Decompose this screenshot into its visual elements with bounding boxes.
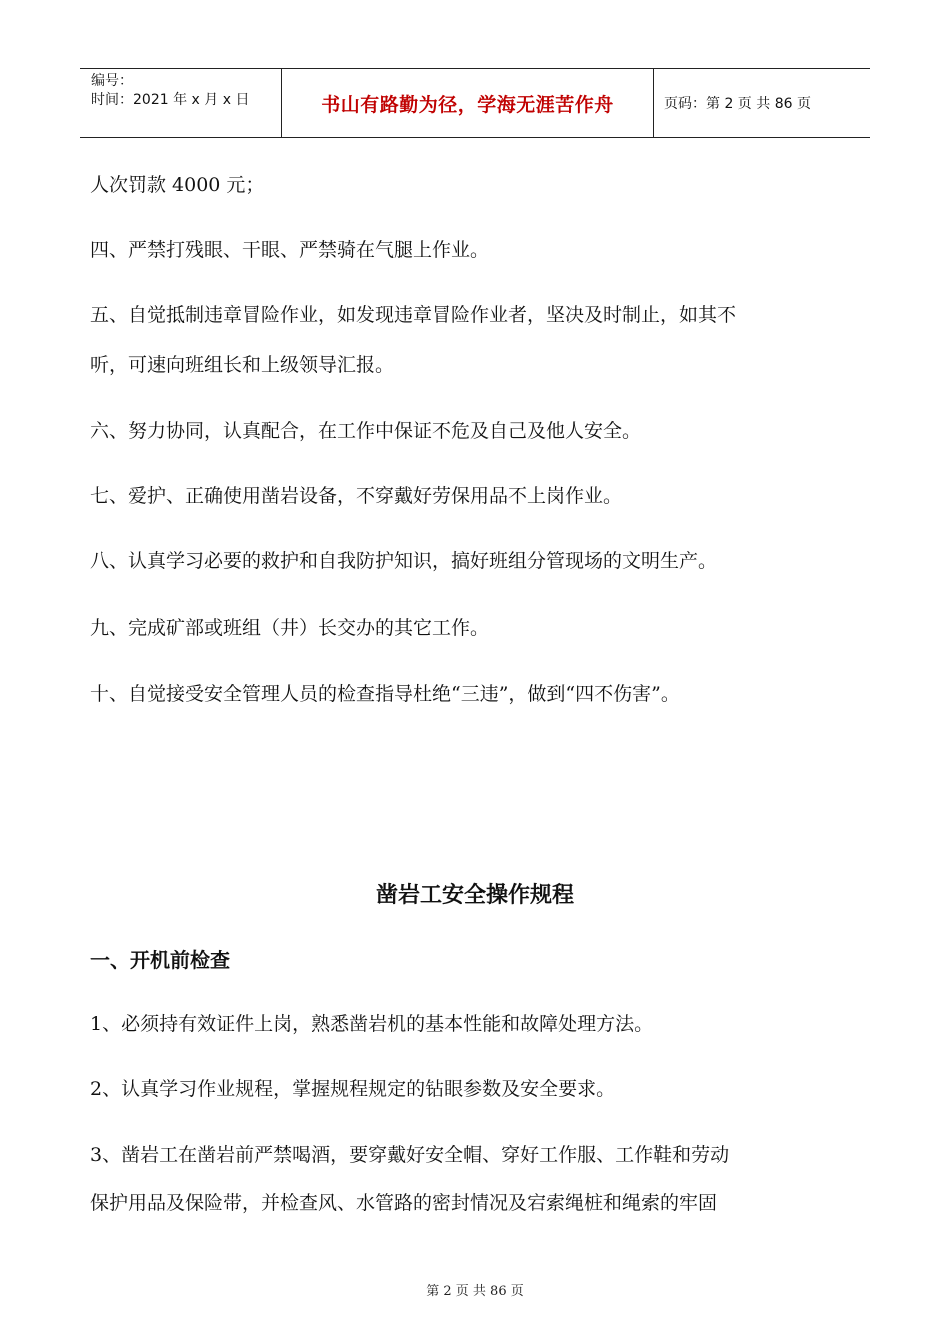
page-footer: 第 2 页 共 86 页 (426, 1284, 524, 1299)
body-line: 九、完成矿部或班组（井）长交办的其它工作。 (90, 617, 490, 639)
section-line: 保护用品及保险带，并检查风、水管路的密封情况及宕索绳桩和绳索的牢固 (90, 1192, 718, 1214)
header-page-number: 页码：第 2 页 共 86 页 (664, 96, 811, 112)
section-title: 凿岩工安全操作规程 (375, 883, 574, 908)
body-line: 八、认真学习必要的救护和自我防护知识，搞好班组分管现场的文明生产。 (90, 550, 718, 572)
section-line: 2、认真学习作业规程，掌握规程规定的钻眼参数及安全要求。 (90, 1078, 616, 1100)
subsection-title: 一、开机前检查 (90, 948, 230, 972)
body-line: 十、自觉接受安全管理人员的检查指导杜绝“三违”，做到“四不伤害”。 (90, 683, 680, 705)
body-line: 五、自觉抵制违章冒险作业，如发现违章冒险作业者，坚决及时制止，如其不 (90, 304, 737, 326)
body-line: 听，可速向班组长和上级领导汇报。 (90, 354, 395, 376)
document-number-label: 编号： (91, 73, 133, 89)
body-line: 六、努力协同，认真配合，在工作中保证不危及自己及他人安全。 (90, 420, 642, 442)
body-line: 人次罚款 4000 元； (90, 174, 265, 196)
body-line: 四、严禁打残眼、干眼、严禁骑在气腿上作业。 (90, 239, 490, 261)
header-meta (80, 69, 281, 137)
section-line: 3、凿岩工在凿岩前严禁喝酒，要穿戴好安全帽、穿好工作服、工作鞋和劳动 (90, 1144, 730, 1166)
body-line: 七、爱护、正确使用凿岩设备，不穿戴好劳保用品不上岗作业。 (90, 485, 623, 507)
document-date-label: 时间：2021 年 x 月 x 日 (91, 92, 250, 108)
page-header (80, 68, 870, 138)
section-line: 1、必须持有效证件上岗，熟悉凿岩机的基本性能和故障处理方法。 (90, 1013, 654, 1035)
header-motto: 书山有路勤为径，学海无涯苦作舟 (281, 69, 654, 137)
